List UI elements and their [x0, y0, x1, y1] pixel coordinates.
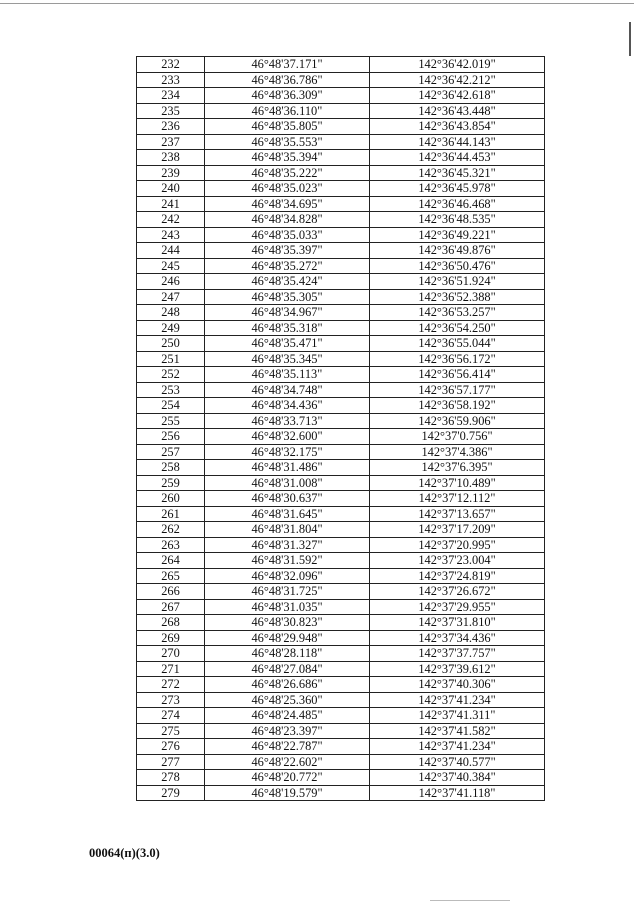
latitude-cell: 46°48'36.110"	[205, 103, 370, 119]
point-number-cell: 263	[137, 537, 205, 553]
longitude-cell: 142°36'52.388"	[370, 289, 545, 305]
latitude-cell: 46°48'31.008"	[205, 475, 370, 491]
table-row	[137, 491, 545, 507]
longitude-cell: 142°36'45.978"	[370, 181, 545, 197]
point-number-cell: 267	[137, 599, 205, 615]
table-row	[137, 88, 545, 104]
table-row	[137, 227, 545, 243]
latitude-cell: 46°48'31.645"	[205, 506, 370, 522]
longitude-cell: 142°36'42.618"	[370, 88, 545, 104]
point-number-cell: 245	[137, 258, 205, 274]
latitude-cell: 46°48'37.171"	[205, 57, 370, 73]
table-row	[137, 475, 545, 491]
longitude-cell: 142°36'42.212"	[370, 72, 545, 88]
point-number-cell: 270	[137, 646, 205, 662]
point-number-cell: 279	[137, 785, 205, 801]
latitude-cell: 46°48'35.805"	[205, 119, 370, 135]
latitude-cell: 46°48'22.602"	[205, 754, 370, 770]
point-number-cell: 249	[137, 320, 205, 336]
latitude-cell: 46°48'20.772"	[205, 770, 370, 786]
point-number-cell: 272	[137, 677, 205, 693]
table-row	[137, 351, 545, 367]
point-number-cell: 253	[137, 382, 205, 398]
point-number-cell: 255	[137, 413, 205, 429]
latitude-cell: 46°48'27.084"	[205, 661, 370, 677]
longitude-cell: 142°36'49.876"	[370, 243, 545, 259]
latitude-cell: 46°48'35.023"	[205, 181, 370, 197]
latitude-cell: 46°48'35.471"	[205, 336, 370, 352]
longitude-cell: 142°36'57.177"	[370, 382, 545, 398]
table-row	[137, 723, 545, 739]
point-number-cell: 259	[137, 475, 205, 491]
point-number-cell: 266	[137, 584, 205, 600]
latitude-cell: 46°48'35.394"	[205, 150, 370, 166]
longitude-cell: 142°37'39.612"	[370, 661, 545, 677]
latitude-cell: 46°48'35.033"	[205, 227, 370, 243]
point-number-cell: 239	[137, 165, 205, 181]
point-number-cell: 238	[137, 150, 205, 166]
point-number-cell: 257	[137, 444, 205, 460]
table-row	[137, 506, 545, 522]
latitude-cell: 46°48'33.713"	[205, 413, 370, 429]
longitude-cell: 142°37'26.672"	[370, 584, 545, 600]
table-row	[137, 305, 545, 321]
longitude-cell: 142°36'55.044"	[370, 336, 545, 352]
table-row	[137, 382, 545, 398]
table-row	[137, 599, 545, 615]
table-row	[137, 460, 545, 476]
latitude-cell: 46°48'35.305"	[205, 289, 370, 305]
table-row	[137, 537, 545, 553]
table-row	[137, 150, 545, 166]
longitude-cell: 142°36'44.143"	[370, 134, 545, 150]
longitude-cell: 142°37'24.819"	[370, 568, 545, 584]
point-number-cell: 256	[137, 429, 205, 445]
latitude-cell: 46°48'31.035"	[205, 599, 370, 615]
longitude-cell: 142°37'40.577"	[370, 754, 545, 770]
longitude-cell: 142°36'48.535"	[370, 212, 545, 228]
table-row	[137, 367, 545, 383]
point-number-cell: 246	[137, 274, 205, 290]
longitude-cell: 142°36'50.476"	[370, 258, 545, 274]
longitude-cell: 142°36'59.906"	[370, 413, 545, 429]
table-row	[137, 181, 545, 197]
table-row	[137, 785, 545, 801]
table-row	[137, 336, 545, 352]
latitude-cell: 46°48'34.967"	[205, 305, 370, 321]
latitude-cell: 46°48'32.600"	[205, 429, 370, 445]
table-row	[137, 119, 545, 135]
longitude-cell: 142°36'54.250"	[370, 320, 545, 336]
document-code: 00064(п)(3.0)	[89, 846, 160, 860]
longitude-cell: 142°36'43.448"	[370, 103, 545, 119]
table-row	[137, 57, 545, 73]
longitude-cell: 142°36'58.192"	[370, 398, 545, 414]
coordinates-table	[136, 56, 545, 801]
longitude-cell: 142°37'41.118"	[370, 785, 545, 801]
latitude-cell: 46°48'31.725"	[205, 584, 370, 600]
point-number-cell: 236	[137, 119, 205, 135]
longitude-cell: 142°37'12.112"	[370, 491, 545, 507]
longitude-cell: 142°37'40.306"	[370, 677, 545, 693]
table-row	[137, 258, 545, 274]
latitude-cell: 46°48'24.485"	[205, 708, 370, 724]
longitude-cell: 142°36'53.257"	[370, 305, 545, 321]
latitude-cell: 46°48'19.579"	[205, 785, 370, 801]
point-number-cell: 275	[137, 723, 205, 739]
point-number-cell: 248	[137, 305, 205, 321]
coordinates-table-body	[137, 57, 545, 801]
point-number-cell: 264	[137, 553, 205, 569]
latitude-cell: 46°48'35.397"	[205, 243, 370, 259]
longitude-cell: 142°37'41.311"	[370, 708, 545, 724]
latitude-cell: 46°48'36.309"	[205, 88, 370, 104]
latitude-cell: 46°48'35.272"	[205, 258, 370, 274]
point-number-cell: 276	[137, 739, 205, 755]
point-number-cell: 250	[137, 336, 205, 352]
point-number-cell: 273	[137, 692, 205, 708]
latitude-cell: 46°48'26.686"	[205, 677, 370, 693]
longitude-cell: 142°36'44.453"	[370, 150, 545, 166]
table-row	[137, 770, 545, 786]
top-rule	[0, 3, 634, 4]
longitude-cell: 142°37'41.582"	[370, 723, 545, 739]
longitude-cell: 142°37'29.955"	[370, 599, 545, 615]
point-number-cell: 243	[137, 227, 205, 243]
longitude-cell: 142°37'23.004"	[370, 553, 545, 569]
table-row	[137, 615, 545, 631]
latitude-cell: 46°48'31.592"	[205, 553, 370, 569]
table-row	[137, 289, 545, 305]
point-number-cell: 233	[137, 72, 205, 88]
latitude-cell: 46°48'23.397"	[205, 723, 370, 739]
latitude-cell: 46°48'25.360"	[205, 692, 370, 708]
longitude-cell: 142°36'43.854"	[370, 119, 545, 135]
point-number-cell: 278	[137, 770, 205, 786]
table-row	[137, 630, 545, 646]
table-row	[137, 754, 545, 770]
latitude-cell: 46°48'35.553"	[205, 134, 370, 150]
latitude-cell: 46°48'35.424"	[205, 274, 370, 290]
table-row	[137, 692, 545, 708]
bottom-rule	[430, 900, 510, 901]
table-row	[137, 243, 545, 259]
point-number-cell: 232	[137, 57, 205, 73]
latitude-cell: 46°48'30.823"	[205, 615, 370, 631]
point-number-cell: 247	[137, 289, 205, 305]
point-number-cell: 240	[137, 181, 205, 197]
table-row	[137, 165, 545, 181]
table-row	[137, 134, 545, 150]
table-row	[137, 444, 545, 460]
latitude-cell: 46°48'34.436"	[205, 398, 370, 414]
point-number-cell: 258	[137, 460, 205, 476]
point-number-cell: 274	[137, 708, 205, 724]
latitude-cell: 46°48'36.786"	[205, 72, 370, 88]
longitude-cell: 142°37'13.657"	[370, 506, 545, 522]
point-number-cell: 268	[137, 615, 205, 631]
latitude-cell: 46°48'31.327"	[205, 537, 370, 553]
latitude-cell: 46°48'32.096"	[205, 568, 370, 584]
table-row	[137, 568, 545, 584]
latitude-cell: 46°48'34.748"	[205, 382, 370, 398]
scan-edge-mark	[629, 22, 631, 56]
table-row	[137, 72, 545, 88]
latitude-cell: 46°48'32.175"	[205, 444, 370, 460]
table-row	[137, 739, 545, 755]
point-number-cell: 244	[137, 243, 205, 259]
point-number-cell: 252	[137, 367, 205, 383]
longitude-cell: 142°36'56.414"	[370, 367, 545, 383]
longitude-cell: 142°37'37.757"	[370, 646, 545, 662]
longitude-cell: 142°36'56.172"	[370, 351, 545, 367]
point-number-cell: 237	[137, 134, 205, 150]
longitude-cell: 142°37'41.234"	[370, 692, 545, 708]
longitude-cell: 142°37'10.489"	[370, 475, 545, 491]
longitude-cell: 142°37'41.234"	[370, 739, 545, 755]
latitude-cell: 46°48'34.828"	[205, 212, 370, 228]
table-row	[137, 320, 545, 336]
latitude-cell: 46°48'34.695"	[205, 196, 370, 212]
point-number-cell: 251	[137, 351, 205, 367]
point-number-cell: 254	[137, 398, 205, 414]
latitude-cell: 46°48'35.113"	[205, 367, 370, 383]
longitude-cell: 142°36'42.019"	[370, 57, 545, 73]
latitude-cell: 46°48'31.486"	[205, 460, 370, 476]
point-number-cell: 260	[137, 491, 205, 507]
table-row	[137, 398, 545, 414]
table-row	[137, 196, 545, 212]
point-number-cell: 235	[137, 103, 205, 119]
table-row	[137, 212, 545, 228]
latitude-cell: 46°48'30.637"	[205, 491, 370, 507]
longitude-cell: 142°37'4.386"	[370, 444, 545, 460]
latitude-cell: 46°48'35.318"	[205, 320, 370, 336]
table-row	[137, 661, 545, 677]
point-number-cell: 271	[137, 661, 205, 677]
longitude-cell: 142°36'51.924"	[370, 274, 545, 290]
latitude-cell: 46°48'28.118"	[205, 646, 370, 662]
table-row	[137, 708, 545, 724]
table-row	[137, 103, 545, 119]
latitude-cell: 46°48'29.948"	[205, 630, 370, 646]
table-row	[137, 429, 545, 445]
longitude-cell: 142°36'45.321"	[370, 165, 545, 181]
point-number-cell: 262	[137, 522, 205, 538]
longitude-cell: 142°36'46.468"	[370, 196, 545, 212]
longitude-cell: 142°36'49.221"	[370, 227, 545, 243]
table-row	[137, 553, 545, 569]
table-row	[137, 274, 545, 290]
latitude-cell: 46°48'22.787"	[205, 739, 370, 755]
table-row	[137, 646, 545, 662]
table-row	[137, 584, 545, 600]
longitude-cell: 142°37'31.810"	[370, 615, 545, 631]
longitude-cell: 142°37'6.395"	[370, 460, 545, 476]
latitude-cell: 46°48'35.345"	[205, 351, 370, 367]
point-number-cell: 261	[137, 506, 205, 522]
longitude-cell: 142°37'40.384"	[370, 770, 545, 786]
latitude-cell: 46°48'35.222"	[205, 165, 370, 181]
point-number-cell: 234	[137, 88, 205, 104]
longitude-cell: 142°37'20.995"	[370, 537, 545, 553]
table-row	[137, 677, 545, 693]
point-number-cell: 242	[137, 212, 205, 228]
point-number-cell: 241	[137, 196, 205, 212]
point-number-cell: 277	[137, 754, 205, 770]
point-number-cell: 265	[137, 568, 205, 584]
longitude-cell: 142°37'17.209"	[370, 522, 545, 538]
longitude-cell: 142°37'0.756"	[370, 429, 545, 445]
latitude-cell: 46°48'31.804"	[205, 522, 370, 538]
longitude-cell: 142°37'34.436"	[370, 630, 545, 646]
table-row	[137, 522, 545, 538]
table-row	[137, 413, 545, 429]
point-number-cell: 269	[137, 630, 205, 646]
